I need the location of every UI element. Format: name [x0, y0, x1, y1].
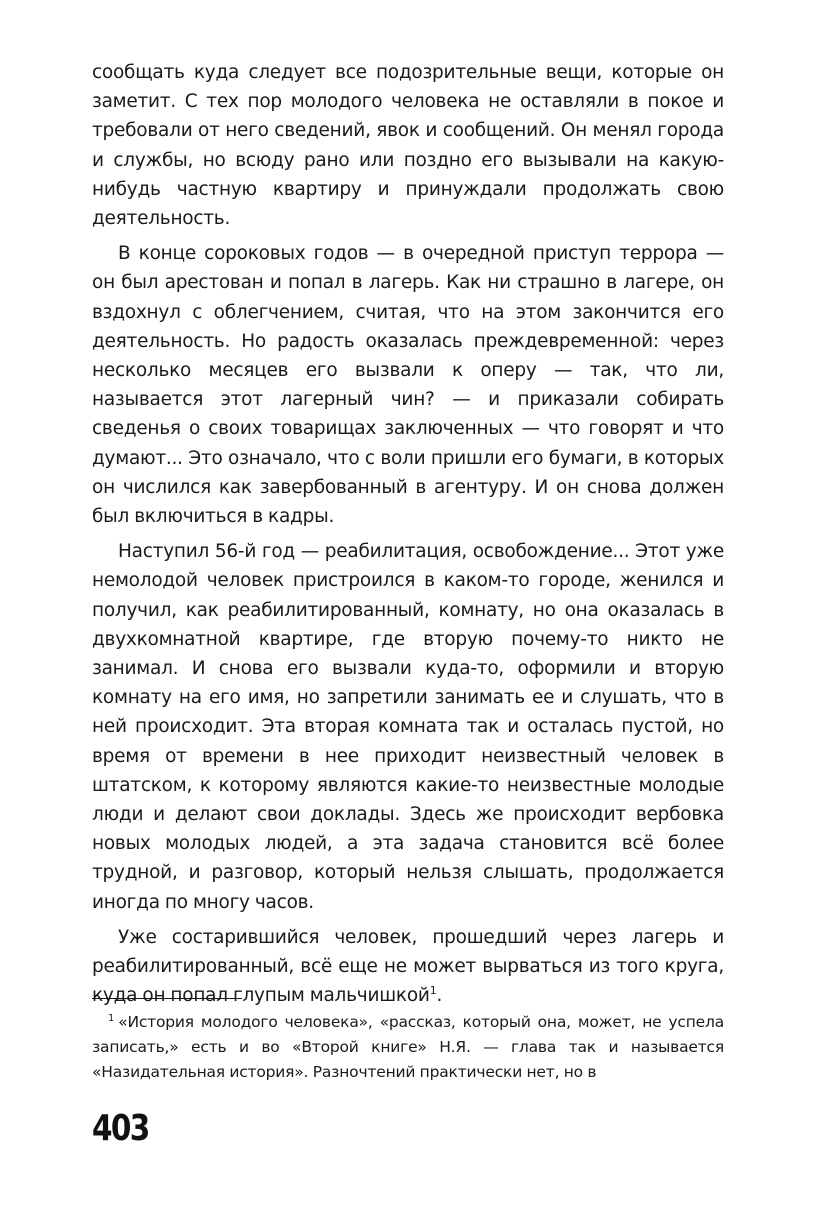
- paragraph-4-text: Уже состарившийся человек, прошедший через лагерь и реабилитированный, всё еще не может вырваться из того круга, куда он попал глупым мальчишкой: [92, 926, 724, 1007]
- paragraph-3: Наступил 56-й год — реабилитация, освобождение... Этот уже немолодой человек пристроился в каком-то городе, женился и получил, как реабилитированный, комнату, но она оказалась в двухкомнатной квартире, где вторую почему-то никто не занимал. И снова его вызвали куда-то, оформили и вторую комнату на его имя, но запретили занимать ее и слушать, что в ней происходит. Эта вторая комната так и осталась пустой, но время от времени в нее приходит неизвестный человек в штатском, к которому являются какие-то неизвестные молодые люди и делают свои доклады. Здесь же происходит вербовка новых молодых людей, а эта задача становится всё более трудной, и разговор, который нельзя слышать, продолжается иногда по многу часов.: [92, 541, 724, 913]
- footnote-divider: [92, 998, 242, 999]
- footnote: [92, 1010, 724, 1085]
- page-body: [92, 58, 724, 1011]
- paragraph-2: В конце сороковых годов — в очередной приступ террора — он был арестован и попал в лагерь. Как ни страшно в лагере, он вздохнул с облегчением, считая, что на этом закончится его деятельность. Но радость оказалась преждевременной: через несколько месяцев его вызвали к оперу — так, что ли, называется этот лагерный чин? — и приказали собирать сведенья о своих товарищах заключенных — что говорят и что думают... Это означало, что с воли пришли его бумаги, в которых он числился как завербованный в агентуру. И он снова должен был включиться в кадры.: [92, 243, 724, 528]
- paragraph-4: Уже состарившийся человек, прошедший через лагерь и реабилитированный, всё еще не может вырваться из того круга, куда он попал глупым мальчишкой$^1$.: [92, 926, 724, 1007]
- page-number: 403: [92, 1108, 149, 1149]
- footnote-marker: 1: [108, 1012, 115, 1024]
- footnote-text: «История молодого человека», «рассказ, который она, может, не успела записать,» есть и во «Второй книге» Н.Я. — глава так и называется «Назидательная история». Разночтений практически нет, но в: [92, 1013, 724, 1081]
- paragraph-1: сообщать куда следует все подозрительные вещи, которые он заметит. С тех пор молодого человека не оставляли в покое и требовали от него сведений, явок и сообщений. Он менял города и службы, но всюду рано или поздно его вызывали на какую-нибудь частную квартиру и принуждали продолжать свою деятельность.: [92, 62, 724, 230]
- footnote-reference[interactable]: 1: [429, 984, 437, 998]
